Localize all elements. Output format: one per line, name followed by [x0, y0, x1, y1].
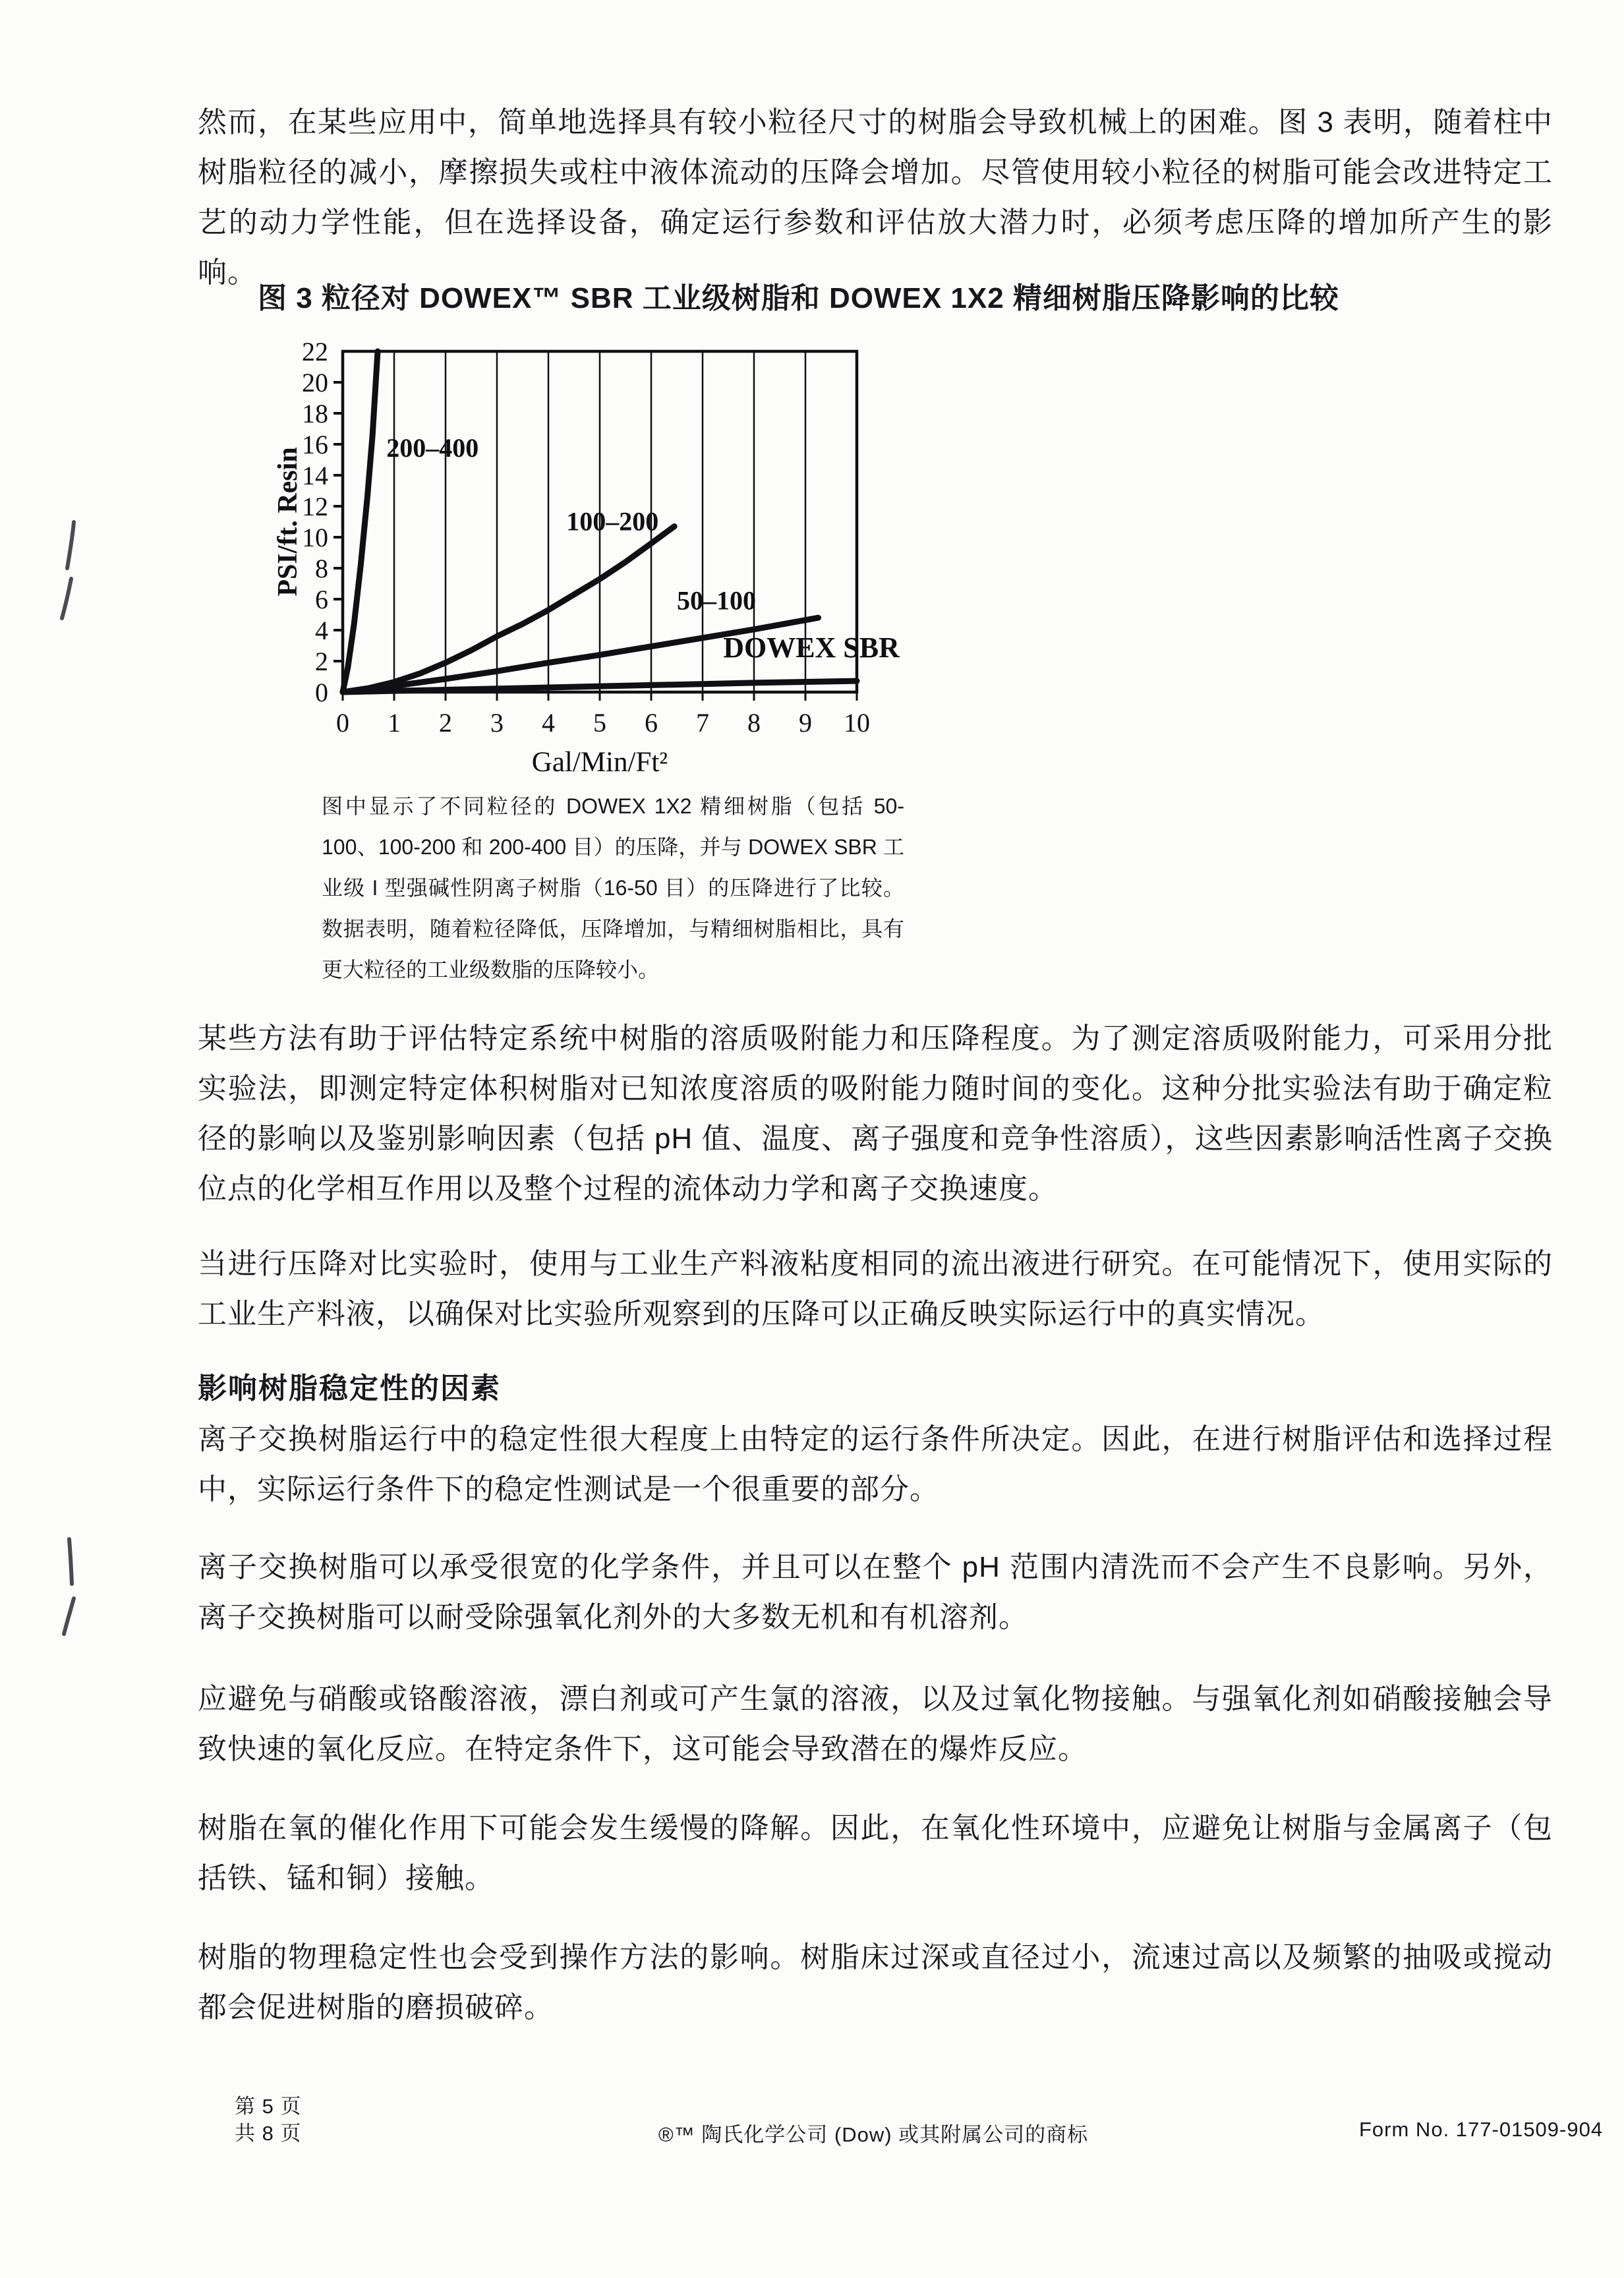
footer-page-number: 第 5 页 [235, 2095, 302, 2118]
figure-3-chart [264, 328, 910, 783]
x-tick-label: 4 [542, 708, 555, 738]
series-label-50–100: 50–100 [677, 585, 756, 616]
figure-3-caption: 图中显示了不同粒径的 DOWEX 1X2 精细树脂（包括 50-100、100-200 和 200-400 目）的压降，并与 DOWEX SBR 工业级 I 型强碱性阴离子树脂（16-50 目）的压降进行了比较。数据表明，随着粒径降低，压降增加，与精细树脂相比，具有更大粒径的工业级数脂的压降较小。 [322, 794, 904, 981]
y-tick-label: 16 [302, 430, 328, 459]
paragraph-pressure-compare: 当进行压降对比实验时，使用与工业生产料液粘度相同的流出液进行研究。在可能情况下，使用实际的工业生产料液，以确保对比实验所观察到的压降可以正确反映实际运行中的真实情况。 [198, 1248, 1553, 1330]
x-tick-label: 9 [799, 708, 812, 738]
paragraph-physical-stability: 树脂的物理稳定性也会受到操作方法的影响。树脂床过深或直径过小，流速过高以及频繁的抽吸或搅动都会促进树脂的磨损破碎。 [198, 1941, 1553, 2024]
series-label-DOWEX SBR: DOWEX SBR [723, 631, 900, 664]
x-axis-label: Gal/Min/Ft² [531, 747, 668, 778]
paragraph-stability: 离子交换树脂运行中的稳定性很大程度上由特定的运行条件所决定。因此，在进行树脂评估和选择过程中，实际运行条件下的稳定性测试是一个很重要的部分。 [198, 1423, 1553, 1505]
paragraph-oxidizer-warning: 应避免与硝酸或铬酸溶液，漂白剂或可产生氯的溶液，以及过氧化物接触。与强氧化剂如硝酸接触会导致快速的氧化反应。在特定条件下，这可能会导致潜在的爆炸反应。 [198, 1683, 1553, 1765]
figure-3-title: 图 3 粒径对 DOWEX™ SBR 工业级树脂和 DOWEX 1X2 精细树脂压降影响的比较 [258, 282, 1339, 314]
series-label-100–200: 100–200 [566, 506, 659, 537]
x-tick-label: 8 [747, 708, 761, 738]
y-tick-label: 4 [315, 616, 328, 645]
x-tick-label: 7 [696, 708, 709, 738]
footer-trademark: ®™ 陶氏化学公司 (Dow) 或其附属公司的商标 [658, 2123, 1089, 2146]
series-200–400 [343, 351, 378, 692]
x-tick-label: 1 [388, 708, 401, 738]
y-tick-label: 12 [302, 492, 328, 521]
y-tick-label: 8 [315, 554, 328, 583]
x-tick-label: 5 [593, 708, 606, 738]
section-heading-resin-stability: 影响树脂稳定性的因素 [198, 1372, 501, 1405]
y-tick-label: 14 [302, 461, 328, 490]
y-axis-label: PSI/ft. Resin [273, 447, 303, 597]
paragraph-oxygen-degradation: 树脂在氧的催化作用下可能会发生缓慢的降解。因此，在氧化性环境中，应避免让树脂与金属离子（包括铁、锰和铜）接触。 [198, 1812, 1553, 1894]
pen-mark-icon [53, 1533, 92, 1641]
x-tick-label: 0 [336, 708, 349, 738]
paragraph-chemical-tolerance: 离子交换树脂可以承受很宽的化学条件，并且可以在整个 pH 范围内清洗而不会产生不良影响。另外，离子交换树脂可以耐受除强氧化剂外的大多数无机和有机溶剂。 [198, 1551, 1553, 1633]
y-tick-label: 2 [315, 647, 328, 676]
x-tick-label: 2 [439, 708, 452, 738]
y-tick-label: 6 [315, 585, 328, 614]
series-label-200–400: 200–400 [386, 432, 479, 463]
y-tick-label: 20 [302, 368, 328, 397]
x-tick-label: 6 [645, 708, 658, 738]
x-tick-label: 3 [490, 708, 504, 738]
y-tick-label: 18 [302, 399, 328, 428]
x-tick-label: 10 [844, 708, 870, 738]
paragraph-intro: 然而，在某些应用中，简单地选择具有较小粒径尺寸的树脂会导致机械上的困难。图 3 表明，随着柱中树脂粒径的减小，摩擦损失或柱中液体流动的压降会增加。尽管使用较小粒径的树脂可能会改进特定工艺的动力学性能，但在选择设备，确定运行参数和评估放大潜力时，必须考虑压降的增加所产生的影响。 [198, 106, 1553, 289]
y-tick-label: 10 [302, 523, 328, 552]
footer-page-total: 共 8 页 [235, 2122, 302, 2145]
footer-form-number: Form No. 177-01509-904 [1359, 2118, 1604, 2141]
y-tick-label: 0 [315, 678, 328, 707]
pen-mark-icon [53, 514, 92, 626]
y-tick-label: 22 [302, 337, 328, 366]
paragraph-batch-test: 某些方法有助于评估特定系统中树脂的溶质吸附能力和压降程度。为了测定溶质吸附能力，可采用分批实验法，即测定特定体积树脂对已知浓度溶质的吸附能力随时间的变化。这种分批实验法有助于确定粒径的影响以及鉴别影响因素（包括 pH 值、温度、离子强度和竞争性溶质），这些因素影响活性离子交换位点的化学相互作用以及整个过程的流体动力学和离子交换速度。 [198, 1022, 1553, 1205]
